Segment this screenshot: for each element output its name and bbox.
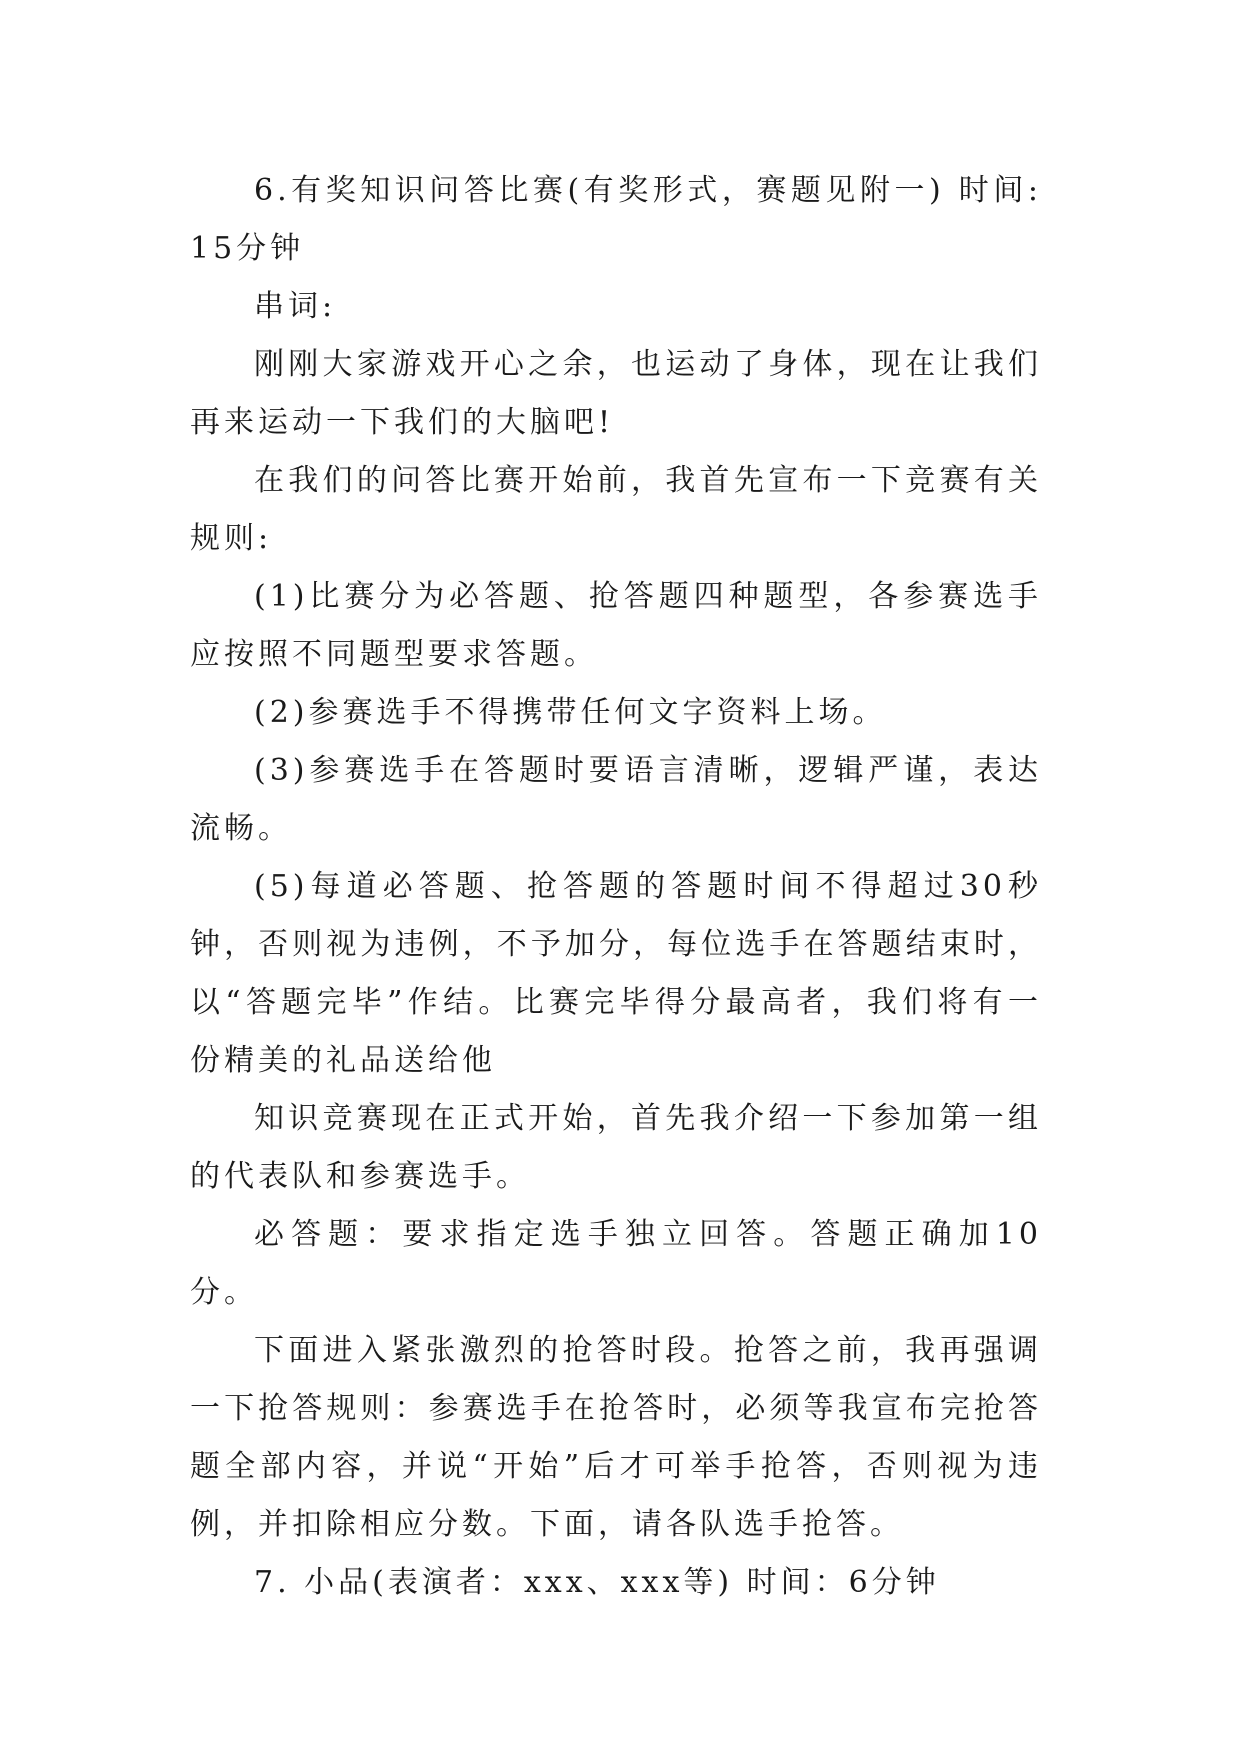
paragraph-required-questions: 必答题：要求指定选手独立回答。答题正确加10分。 (190, 1217, 1042, 1310)
paragraph-intro: 刚刚大家游戏开心之余，也运动了身体，现在让我们再来运动一下我们的大脑吧! (190, 347, 1042, 440)
paragraph-rule-3: (3)参赛选手在答题时要语言清晰，逻辑严谨，表达流畅。 (190, 753, 1042, 846)
paragraph-rule-1: (1)比赛分为必答题、抢答题四种题型，各参赛选手应按照不同题型要求答题。 (190, 579, 1042, 672)
paragraph-rule-5: (5)每道必答题、抢答题的答题时间不得超过30秒钟，否则视为违例，不予加分，每位选手在答题结束时，以“答题完毕”作结。比赛完毕得分最高者，我们将有一份精美的礼品送给他 (190, 869, 1042, 1078)
paragraph-rules-intro: 在我们的问答比赛开始前，我首先宣布一下竞赛有关规则: (190, 463, 1042, 556)
paragraph-competition-start: 知识竞赛现在正式开始，首先我介绍一下参加第一组的代表队和参赛选手。 (190, 1101, 1042, 1194)
paragraph-skit-heading: 7. 小品(表演者：xxx、xxx等) 时间：6分钟 (254, 1565, 940, 1600)
paragraph-script-label: 串词: (254, 289, 337, 324)
paragraph-rule-2: (2)参赛选手不得携带任何文字资料上场。 (254, 695, 887, 730)
paragraph-quiz-heading: 6.有奖知识问答比赛(有奖形式，赛题见附一) 时间:15分钟 (190, 173, 1042, 266)
document-body (190, 162, 1042, 1612)
paragraph-buzzer-rules: 下面进入紧张激烈的抢答时段。抢答之前，我再强调一下抢答规则：参赛选手在抢答时，必须等我宣布完抢答题全部内容，并说“开始”后才可举手抢答，否则视为违例，并扣除相应分数。下面，请各队选手抢答。 (190, 1333, 1042, 1542)
